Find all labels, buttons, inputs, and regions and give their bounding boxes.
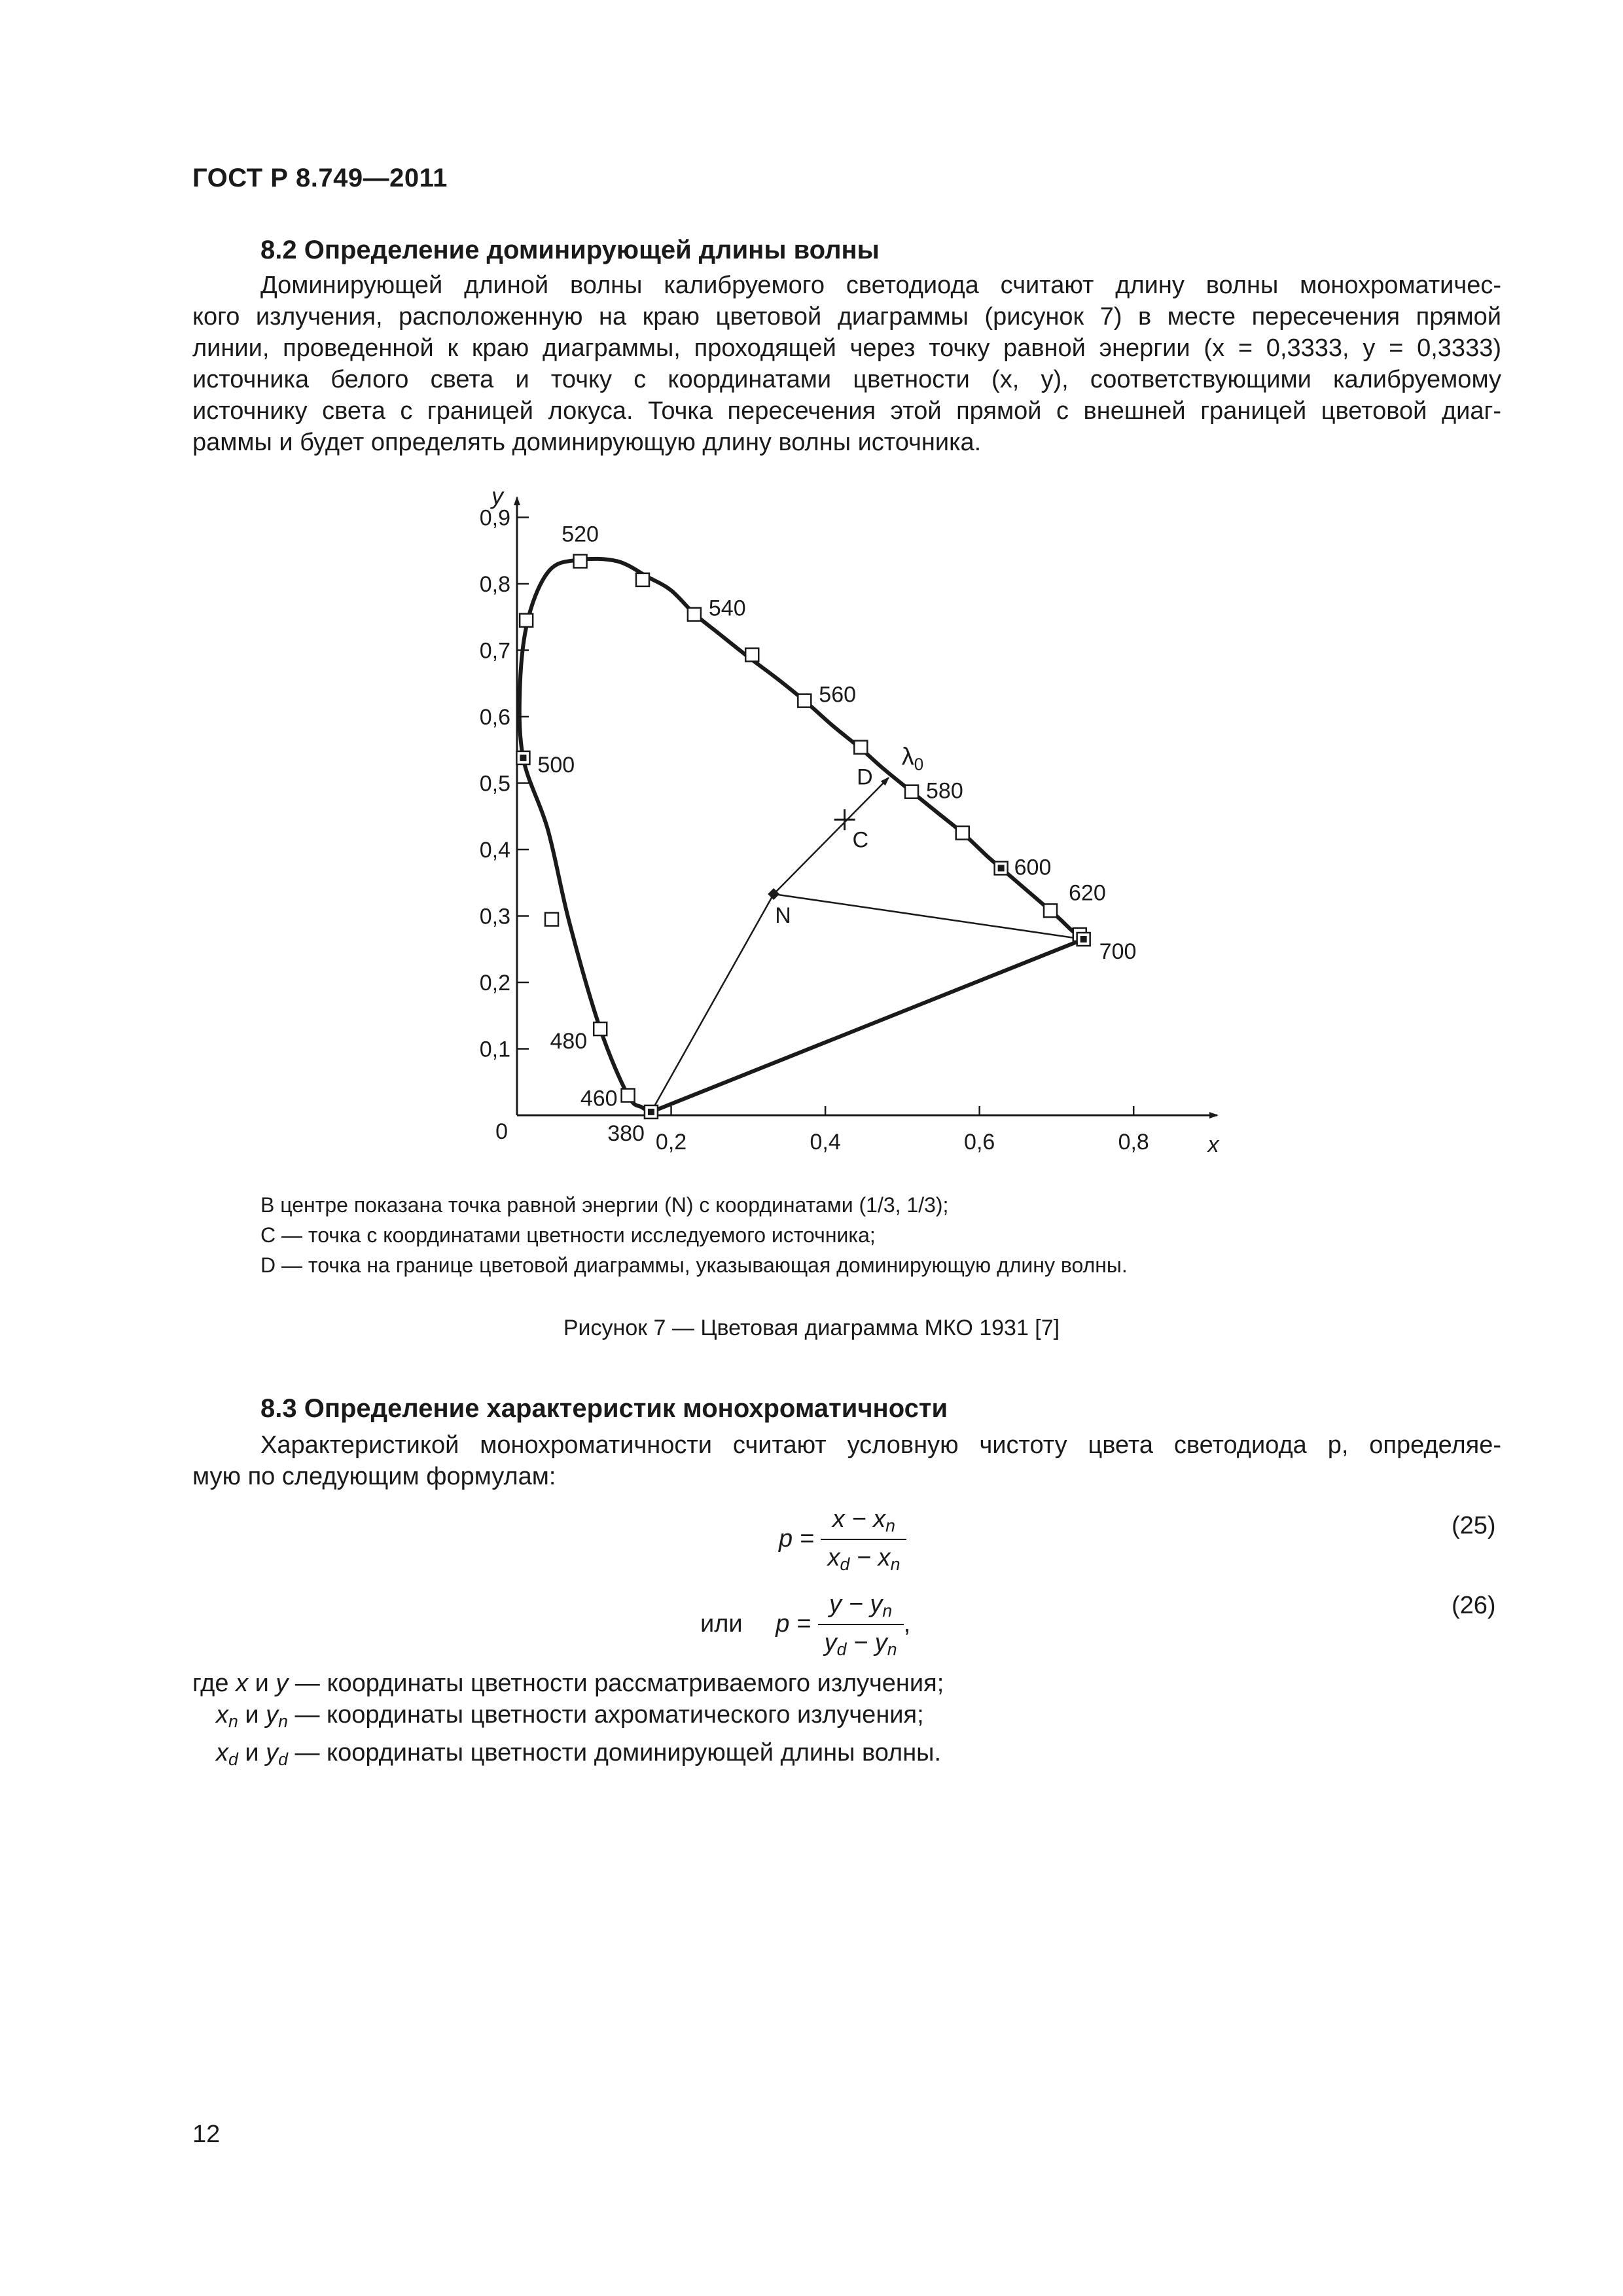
wavelength-marker [520, 614, 533, 627]
wavelength-label: 600 [1014, 855, 1052, 880]
paragraph-line: источнику света с границей локуса. Точка пересечения этой прямой с внешней границей цветовой диаг- [192, 397, 1501, 425]
wavelength-marker [745, 649, 758, 662]
wavelength-label: 540 [708, 596, 746, 621]
paragraph-line: линии, проведенной к краю диаграммы, проходящей через точку равной энергии (x = 0,3333, y = 0,3333) [192, 334, 1501, 362]
lambda-label: $\lambda_0$ [901, 743, 924, 774]
wavelength-label: 560 [819, 682, 857, 708]
y-tick-label: 0,5 [479, 771, 510, 797]
wavelength-marker-fill [1080, 936, 1087, 942]
formula-lhs: p = [776, 1610, 812, 1638]
wavelength-marker-fill [648, 1109, 654, 1115]
wavelength-label: 480 [550, 1029, 588, 1054]
wavelength-label: 700 [1099, 939, 1137, 965]
paragraph-line: Характеристикой монохроматичности считают условную чистоту цвета светодиода p, определяе- [260, 1431, 1501, 1459]
wavelength-label: 620 [1069, 880, 1106, 906]
variable-definitions [192, 1668, 944, 1775]
wavelength-marker [688, 608, 701, 621]
y-tick-label: 0,6 [479, 704, 510, 730]
y-tick-label: 0,1 [479, 1037, 510, 1062]
dominant-wavelength-arrow [774, 778, 888, 894]
wavelength-label: 520 [562, 522, 599, 547]
axes [517, 497, 1217, 1115]
wavelength-marker [1044, 904, 1057, 917]
point-d-label: D [857, 764, 873, 790]
x-tick-label: 0,4 [810, 1130, 841, 1155]
wavelength-label: 380 [607, 1121, 645, 1146]
equation-number-25: (25) [1452, 1512, 1496, 1539]
wavelength-marker [545, 913, 558, 926]
y-tick-label: 0,8 [479, 571, 510, 597]
wavelength-marker [594, 1022, 607, 1035]
x-tick-label: 0,8 [1118, 1130, 1149, 1155]
document-header: ГОСТ Р 8.749—2011 [192, 164, 448, 192]
formula-denominator: $y_d - y_n$ [824, 1629, 897, 1659]
definition-xd-yd: $x_d$ и $y_d$ — координаты цветности доминирующей длины волны. [216, 1739, 942, 1769]
purple-line [651, 939, 1084, 1112]
paragraph-line: источника белого света и точку с координатами цветности (x, y), соответствующими калибруемому [192, 366, 1501, 393]
formula-numerator: $y - y_n$ [818, 1590, 904, 1625]
wavelength-marker-fill [520, 755, 526, 761]
formula-numerator: $x - x_n$ [821, 1505, 906, 1540]
wavelength-marker [854, 741, 867, 754]
wavelength-marker [622, 1089, 635, 1102]
x-tick-label: 0,6 [964, 1130, 995, 1155]
wavelength-marker [956, 827, 969, 840]
y-tick-label: 0,9 [479, 505, 510, 531]
section-8-3-title: 8.3 Определение характеристик монохроматичности [260, 1394, 948, 1423]
wavelength-marker [574, 554, 587, 567]
y-tick-label: 0,2 [479, 970, 510, 996]
wavelength-marker [905, 785, 918, 798]
section-8-3-paragraph [192, 1429, 1501, 1492]
x-tick-label: 0,2 [655, 1130, 687, 1155]
wavelength-markers [516, 554, 1090, 1118]
legend-line-c: С — точка с координатами цветности исследуемого источника; [260, 1223, 876, 1247]
paragraph-line: мую по следующим формулам: [192, 1463, 556, 1490]
paragraph-line: Доминирующей длиной волны калибруемого светодиода считают длину волны монохроматичес- [260, 272, 1501, 299]
y-tick-label: 0,3 [479, 904, 510, 929]
point-n-label: N [775, 903, 791, 928]
origin-label: 0 [495, 1119, 508, 1144]
formula-fraction [818, 1590, 904, 1660]
page-number: 12 [192, 2121, 221, 2148]
formula-lhs: p = [779, 1525, 814, 1553]
y-tick-label: 0,4 [479, 837, 510, 863]
point-c-label: C [852, 827, 869, 853]
lambda-subscript: 0 [914, 754, 924, 774]
formula-25 [779, 1505, 906, 1575]
formula-prefix: или [700, 1610, 743, 1638]
equation-number-26: (26) [1452, 1592, 1496, 1619]
paragraph-line: раммы и будет определять доминирующую длину волны источника. [192, 429, 982, 456]
legend-line-d: D — точка на границе цветовой диаграммы, указывающая доминирующую длину волны. [260, 1253, 1128, 1277]
figure-caption: Рисунок 7 — Цветовая диаграмма МКО 1931 [7] [563, 1316, 1060, 1340]
wavelength-marker-fill [998, 865, 1005, 871]
y-axis-label: y [491, 482, 503, 509]
wavelength-marker [798, 694, 811, 708]
wavelength-marker [636, 573, 649, 586]
formula-26 [700, 1590, 910, 1660]
formula-denominator: $x_d - x_n$ [827, 1544, 901, 1574]
figure-legend [260, 1190, 1128, 1280]
y-tick-label: 0,7 [479, 638, 510, 664]
wavelength-label: 500 [537, 752, 575, 778]
definition-xn-yn: $x_n$ и $y_n$ — координаты цветности ахроматического излучения; [216, 1701, 924, 1731]
formula-tail: , [903, 1610, 911, 1638]
paragraph-line: кого излучения, расположенную на краю цветовой диаграммы (рисунок 7) в месте пересечения прямой [192, 303, 1501, 331]
wavelength-label: 580 [926, 778, 963, 804]
formula-fraction [821, 1505, 906, 1575]
legend-line-n: В центре показана точка равной энергии (N) с координатами (1/3, 1/3); [260, 1193, 949, 1217]
wavelength-label: 460 [580, 1086, 618, 1111]
definition-xy: где x и y — координаты цветности рассматриваемого излучения; [192, 1670, 944, 1697]
x-axis-label: x [1207, 1132, 1219, 1157]
section-8-2-title: 8.2 Определение доминирующей длины волны [260, 236, 880, 264]
line-380-to-n [651, 894, 774, 1112]
